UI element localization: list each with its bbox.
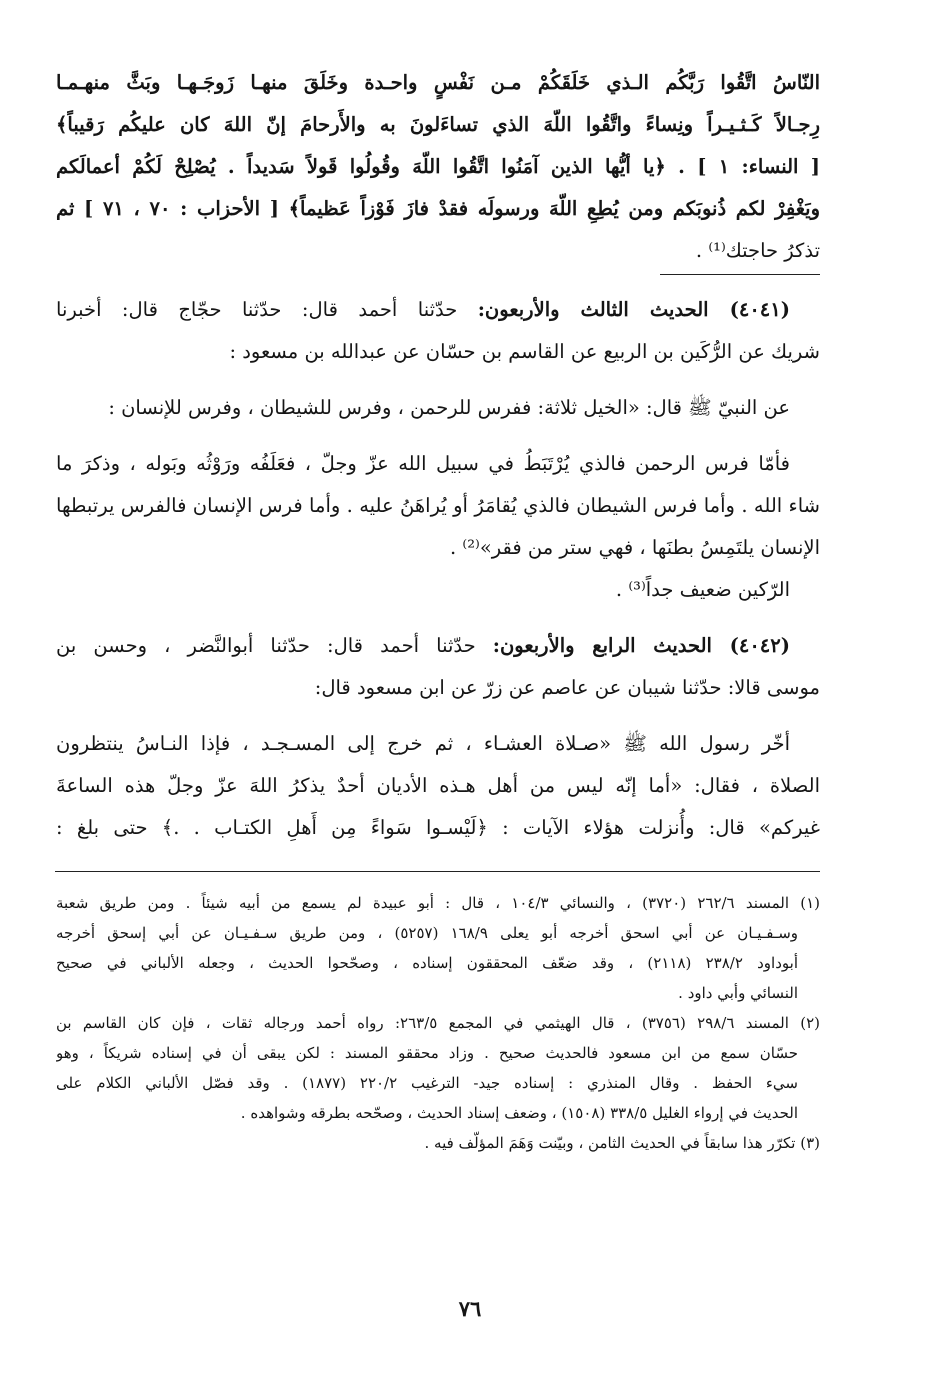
quran-line: النّاسُ اتَّقُوا رَبَّكُم الـذي خَلَقَكُمْ مـن نَفْسٍ واحـدة وخَلَقَ منهـا زَوجَـهـا وبَثَّ منهـمـا (56, 71, 820, 94)
hadith-text-line: أخّر رسول الله ﷺ «صـلاة العشـاء ، ثم خرج إلى المسـجـد ، فإذا النـاسُ ينتظرون (56, 732, 790, 755)
quran-line: ويَغْفِرْ لكم ذُنوبَكم ومن يُطِعِ اللّهَ ورسولَه فقدْ فازَ فَوْزاً عَظيماً﴾ [ الأحزاب : ٧٠ ، ٧١ ] ثم (56, 197, 820, 220)
quran-line: [ النساء: ١ ] . ﴿يا أيُّها الذين آمَنُوا اتَّقُوا اللّهَ وقُولُوا قَولاً سَديداً . يُصْلِحْ لَكُمْ أعمالَكم (56, 155, 820, 178)
hadith-4041 (56, 289, 820, 611)
quran-line-last: تذكرُ حاجتك⁽¹⁾ . (695, 239, 820, 262)
footnote-separator (55, 871, 820, 872)
section-divider (660, 274, 820, 275)
footnote-3 (56, 1128, 820, 1158)
footnote-line: الحديث في إرواء الغليل ٣٣٨/٥ (١٥٠٨) ، وضعف إسناد الحديث ، وصحّحه بطرقه وشواهده . (240, 1104, 798, 1122)
footnote-1 (56, 888, 820, 1008)
quran-line: رِجـالاً كَـثـيـراً ونِساءً واتَّقُوا اللّهَ الذي تساءَلونَ به والأَرحامَ إنّ اللهَ كان عليكُم رَقيباً﴾ (56, 113, 820, 136)
hadith-text-line: الصلاة ، فقال: «أما إنّه ليس من أهل هـذه الأديان أحدٌ يذكرُ اللهَ عزّ وجلّ هذه الساعةَ (56, 774, 820, 797)
hadith-heading: (٤٠٤٢) الحديث الرابع والأربعون: (492, 634, 790, 657)
page-number: ٧٦ (458, 1296, 482, 1321)
footnote-line: النسائي وأبي داود . (678, 984, 798, 1002)
hadith-text-line: شريك عن الرُّكَين بن الربيع عن القاسم بن حسّان عن عبدالله بن مسعود : (229, 340, 820, 363)
hadith-grading-line: الرّكين ضعيف جداً⁽³⁾ . (615, 578, 790, 601)
footnote-line: سيء الحفظ . وقال المنذري : إسناده جيد- الترغيب ٢٢٠/٢ (١٨٧٧) . وقد فصّل الألباني الكلام على (56, 1074, 798, 1092)
footnote-line: (٢) المسند ٢٩٨/٦ (٣٧٥٦) ، قال الهيثمي في المجمع ٢٦٣/٥: رواه أحمد ورجاله ثقات ، فإن كان القاسم بن (56, 1014, 820, 1032)
hadith-text-line: الإنسان يلتَمِسُ بطنَها ، فهي ستر من فقر»⁽²⁾ . (450, 536, 820, 559)
footnote-line: (١) المسند ٢٦٢/٦ (٣٧٢٠) ، والنسائي ١٠٤/٣ ، قال : أبو عبيدة لم يسمع من أبيه شيئاً . ومن طريق شعبة (56, 894, 820, 912)
hadith-text-line: عن النبيّ ﷺ قال: «الخيل ثلاثة: ففرس للرحمن ، وفرس للشيطان ، وفرس للإنسان : (108, 396, 790, 419)
hadith-heading: (٤٠٤١) الحديث الثالث والأربعون: (477, 298, 790, 321)
footnotes (56, 888, 820, 1158)
footnote-line: (٣) تكرّر هذا سابقاً في الحديث الثامن ، وبيّنت وَهَمَ المؤلّف فيه . (424, 1134, 820, 1152)
hadith-4042 (56, 625, 820, 849)
opening-quran-passage (56, 62, 820, 272)
hadith-text: حدّثنا أحمد قال: حدّثنا أبوالنَّضر ، وحسن بن (56, 634, 493, 657)
footnote-line: حسّان سمع من ابن مسعود فالحديث صحيح . وزاد محققو المسند : لكن يبقى أن في إسناده شريكاً ، وهو (56, 1044, 798, 1062)
hadith-text-line: موسى قالا: حدّثنا شيبان عن عاصم عن زرّ عن ابن مسعود قال: (314, 676, 820, 699)
hadith-text-line: شاء الله . وأما فرس الشيطان فالذي يُقامَرُ أو يُراهَنُ عليه . وأما فرس الإنسان فالفرس يرتبطها (56, 494, 820, 517)
hadith-text: حدّثنا أحمد قال: حدّثنا حجّاج قال: أخبرنا (56, 298, 478, 321)
hadith-first-line (56, 289, 820, 331)
footnote-line: وسـفـيـان عن أبي اسحق أخرجه أبو يعلى ١٦٨/٩ (٥٢٥٧) ، ومن طريق سـفـيـان عن أبي إسحق أخرجه (56, 924, 798, 942)
hadith-text-line: غيركم» قال: وأُنزلت هؤلاء الآيات : ﴿لَيْسـوا سَواءً مِن أَهلِ الكتـاب . .﴾ حتى بلغ : (56, 816, 820, 839)
hadith-first-line (56, 625, 820, 667)
footnote-line: أبوداود ٢٣٨/٢ (٢١١٨) ، وقد ضعّف المحققون إسناده ، وصحّحوا الحديث ، وجعله الألباني في صحيح (56, 954, 798, 972)
footnote-2 (56, 1008, 820, 1128)
hadith-text-line: فأمّا فرس الرحمن فالذي يُرْتَبَطُ في سبيل الله عزّ وجلّ ، فعَلَفُه ورَوْثُه وبَوله ، وذكرَ ما (56, 452, 790, 475)
